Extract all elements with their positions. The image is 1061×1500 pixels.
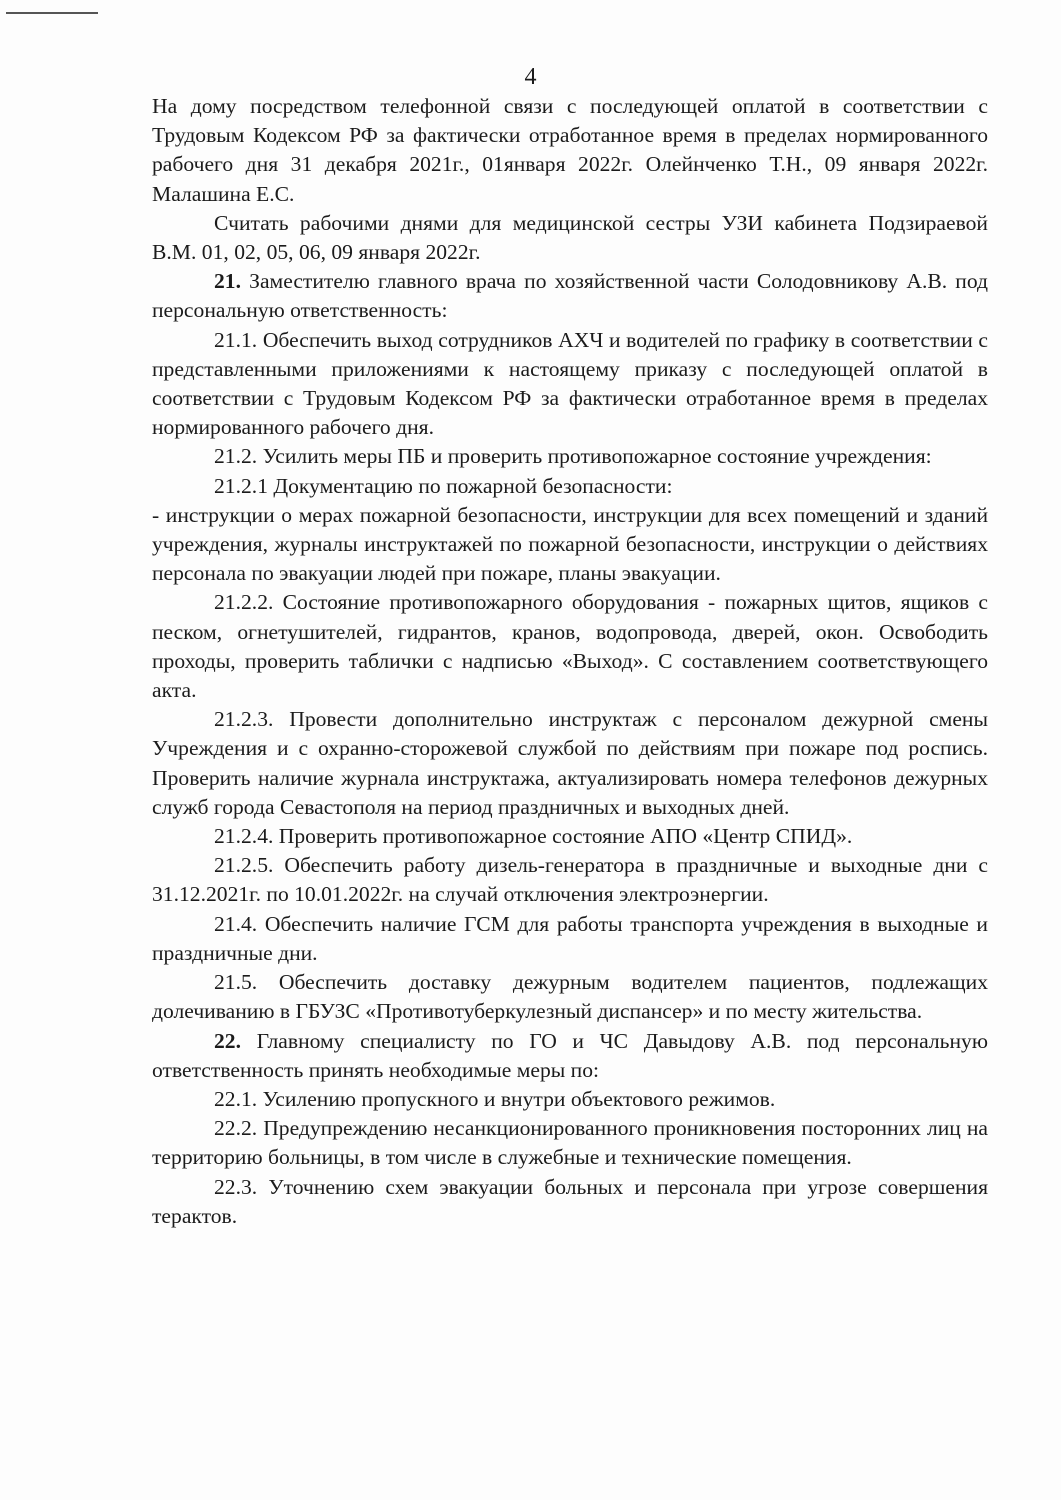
paragraph: - инструкции о мерах пожарной безопасности, инструкции для всех помещений и зданий учреждения, журналы инструктажей по пожарной безопасности, инструкции о действиях персонала по эвакуации людей при пожаре, планы эвакуации.	[152, 502, 988, 586]
paragraph: 21.2.4. Проверить противопожарное состояние АПО «Центр СПИД».	[214, 824, 853, 849]
document-body	[152, 92, 988, 1231]
paragraph: 21.2.2. Состояние противопожарного оборудования - пожарных щитов, ящиков с песком, огнетушителей, гидрантов, кранов, водопровода, дверей, окон. Освободить проходы, проверить таблички с надписью «Выход». С составлением соответствующего акта.	[152, 590, 988, 703]
paragraph: На дому посредством телефонной связи с последующей оплатой в соответствии с Трудовым Кодексом РФ за фактически отработанное время в пределах нормированного рабочего дня 31 декабря 2021г., 01января 2022г. Олейнченко Т.Н., 09 января 2022г. Малашина Е.С.	[152, 94, 988, 206]
page-number: 4	[524, 64, 537, 90]
paragraph: Считать рабочими днями для медицинской сестры УЗИ кабинета Подзираевой В.М. 01, 02, 05, 06, 09 января 2022г.	[152, 210, 988, 265]
paragraph: 21.2.5. Обеспечить работу дизель-генератора в праздничные и выходные дни с 31.12.2021г. по 10.01.2022г. на случай отключения электроэнергии.	[152, 853, 988, 907]
paragraph: 22.1. Усилению пропускного и внутри объектового режимов.	[214, 1086, 776, 1111]
paragraph: 21.2. Усилить меры ПБ и проверить противопожарное состояние учреждения:	[214, 444, 932, 469]
paragraph: 22.2. Предупреждению несанкционированного проникновения посторонних лиц на территорию больницы, в том числе в служебные и технические помещения.	[152, 1116, 988, 1170]
paragraph: 21.2.1 Документацию по пожарной безопасности:	[214, 473, 673, 498]
section-number: 22.	[214, 1028, 241, 1053]
paragraph: 21.2.3. Провести дополнительно инструктаж с персоналом дежурной смены Учреждения и с охранно-сторожевой службой по действиям при пожаре под роспись. Проверить наличие журнала инструктажа, актуализировать номера телефонов дежурных служб города Севастополя на период праздничных и выходных дней.	[152, 707, 988, 819]
paragraph: 21.5. Обеспечить доставку дежурным водителем пациентов, подлежащих долечиванию в ГБУЗС «Противотуберкулезный диспансер» и по месту жительства.	[152, 970, 988, 1024]
section-heading-paragraph: 22. Главному специалисту по ГО и ЧС Давыдову А.В. под персональную ответственность принять необходимые меры по:	[152, 1028, 988, 1082]
paragraph: 22.3. Уточнению схем эвакуации больных и персонала при угрозе совершения терактов.	[152, 1174, 988, 1228]
section-heading-paragraph: 21. Заместителю главного врача по хозяйственной части Солодовникову А.В. под персональную ответственность:	[152, 269, 988, 323]
paragraph: 21.1. Обеспечить выход сотрудников АХЧ и водителей по графику в соответствии с представленными приложениями к настоящему приказу с последующей оплатой в соответствии с Трудовым Кодексом РФ за фактически отработанное время в пределах нормированного рабочего дня.	[152, 327, 988, 440]
paragraph: 21.4. Обеспечить наличие ГСМ для работы транспорта учреждения в выходные и праздничные дни.	[152, 911, 988, 965]
scan-edge-line	[6, 12, 98, 14]
section-number: 21.	[214, 269, 241, 294]
